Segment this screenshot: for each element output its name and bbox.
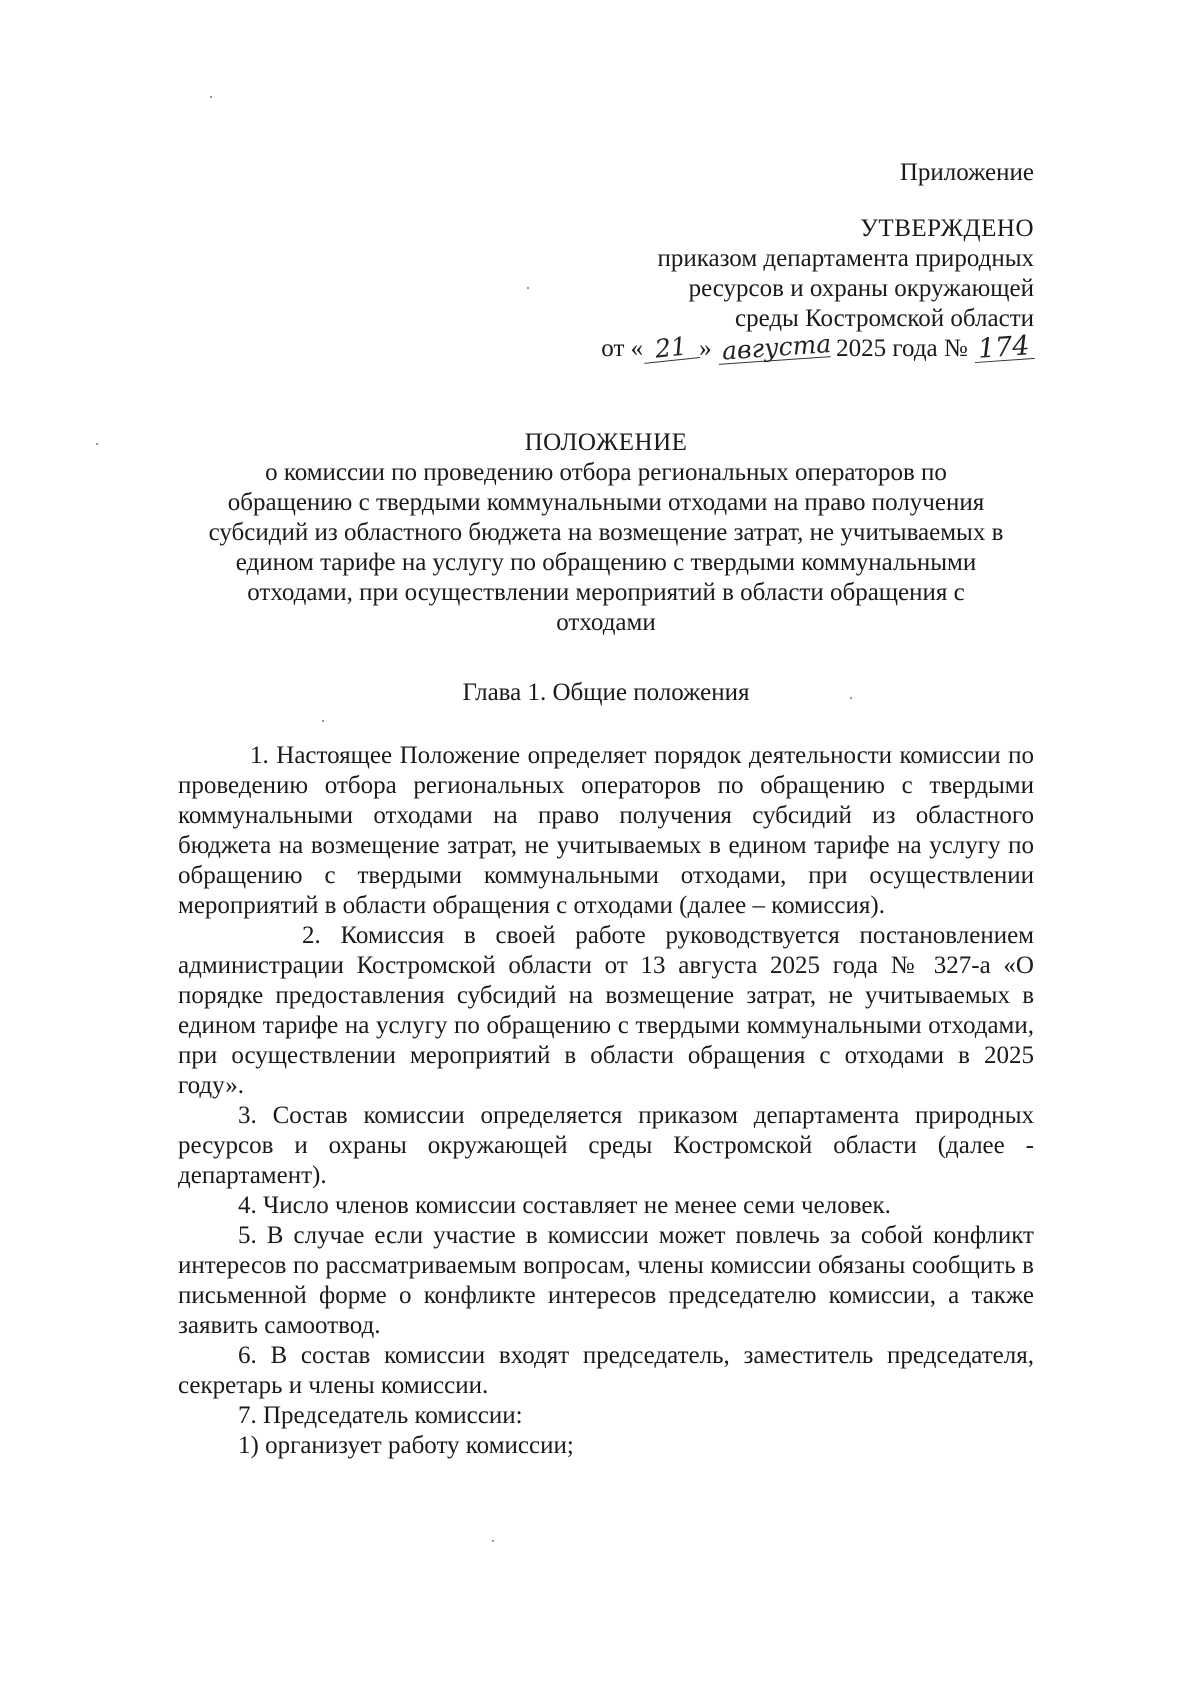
paragraph-1: 1. Настоящее Положение определяет порядок деятельности комиссии по проведению отбора региональных операторов по обращению с твердыми коммунальными отходами на право получения субсидий из областного бюджета на возмещение затрат, не учитываемых в едином тарифе на услугу по обращению с твердыми коммунальными отходами, при осуществлении мероприятий в области обращения с отходами (далее – комиссия). [178, 742, 1034, 919]
paragraph-2: 2. Комиссия в своей работе руководствуется постановлением администрации Костромской области от 13 августа 2025 года № 327-а «О порядке предоставления субсидий на возмещение затрат, не учитываемых в едином тарифе на услугу по обращению с твердыми коммунальными отходами, при осуществлении мероприятий в области обращения с отходами в 2025 году». [178, 922, 1034, 1099]
scan-speck [322, 720, 324, 722]
approval-line: среды Костромской области [734, 305, 1034, 332]
handwritten-day: 21 [642, 333, 700, 364]
title-line: отходами [556, 609, 656, 636]
title-line: едином тарифе на услугу по обращению с твердыми коммунальными [235, 549, 977, 576]
scan-speck [210, 96, 212, 98]
title-line: субсидий из областного бюджета на возмещение затрат, не учитываемых в [208, 519, 1004, 546]
paragraph-6: 6. В состав комиссии входят председатель, заместитель председателя, секретарь и члены комиссии. [178, 1342, 1034, 1399]
scan-speck [96, 443, 98, 445]
document-title-block [178, 428, 1034, 638]
title-line: обращению с твердыми коммунальными отходами на право получения [227, 489, 985, 516]
paragraph-7: 7. Председатель комиссии: [238, 1402, 523, 1429]
paragraph-4: 4. Число членов комиссии составляет не менее семи человек. [238, 1192, 891, 1219]
paragraph-7-item-1: 1) организует работу комиссии; [238, 1432, 574, 1459]
title-line: отходами, при осуществлении мероприятий в области обращения с [247, 579, 965, 606]
paragraph-3: 3. Состав комиссии определяется приказом департамента природных ресурсов и охраны окружающей среды Костромской области (далее - департамент). [178, 1102, 1034, 1189]
date-close-quote: » [699, 335, 712, 362]
scan-speck [492, 1540, 494, 1542]
annex-label: Приложение [899, 159, 1034, 186]
handwritten-number: 174 [973, 334, 1035, 363]
paragraph-5: 5. В случае если участие в комиссии может повлечь за собой конфликт интересов по рассматриваемым вопросам, члены комиссии обязаны сообщить в письменной форме о конфликте интересов председателю комиссии, а также заявить самоотвод. [178, 1222, 1034, 1339]
chapter-heading: Глава 1. Общие положения [462, 679, 750, 706]
approval-line: ресурсов и охраны окружающей [688, 275, 1034, 302]
approval-date-line [601, 329, 1034, 366]
approved-label: УТВЕРЖДЕНО [860, 215, 1034, 242]
approval-line: приказом департамента природных [657, 245, 1034, 272]
scan-speck [527, 287, 529, 289]
year-text: 2025 года № [836, 335, 968, 362]
document-body [178, 741, 1034, 1461]
date-prefix: от « [601, 335, 644, 362]
title-line: о комиссии по проведению отбора региональных операторов по [265, 459, 947, 486]
approval-block [601, 158, 1034, 364]
handwritten-month: августа [717, 332, 830, 365]
document-heading: ПОЛОЖЕНИЕ [524, 429, 688, 456]
